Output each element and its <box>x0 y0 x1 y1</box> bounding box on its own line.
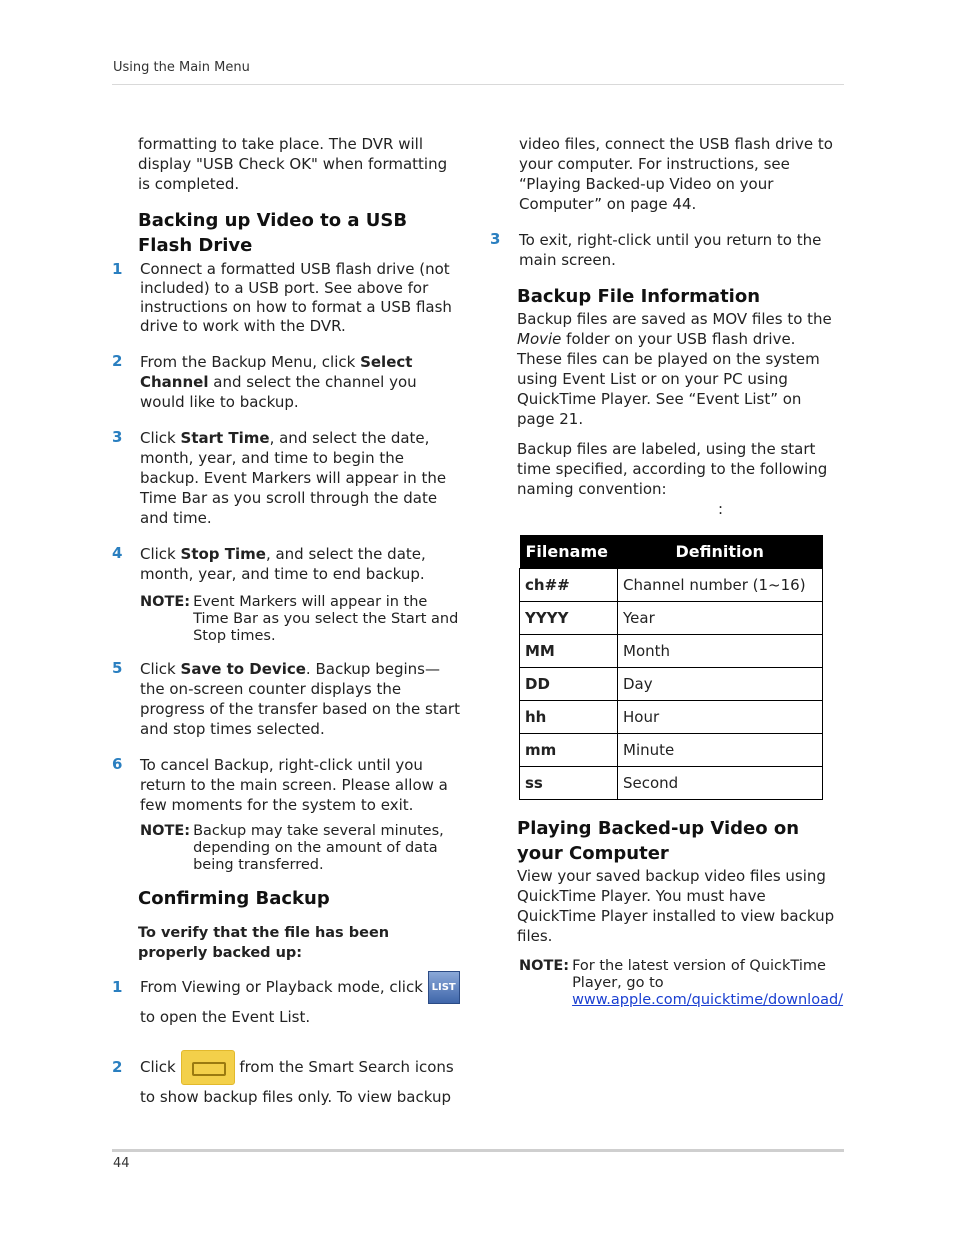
table-cell-filename: hh <box>520 701 618 734</box>
table-row <box>520 668 823 701</box>
table-cell-definition: Minute <box>618 734 823 767</box>
step-text: To exit, right-click until you return to the main screen. <box>519 231 822 269</box>
table-cell-filename: ch## <box>520 569 618 602</box>
step-number: 6 <box>112 755 123 773</box>
note-backup-time <box>112 823 462 874</box>
usb-backup-icon <box>181 1050 235 1085</box>
confirm-step-1 <box>112 971 462 1030</box>
step-number: 1 <box>112 260 123 278</box>
step-number: 5 <box>112 659 123 677</box>
step-text: Click Stop Time, and select the date, month, year, and time to end backup. <box>140 545 426 583</box>
table-row <box>520 701 823 734</box>
table-row <box>520 602 823 635</box>
backup-file-info-heading: Backup File Information <box>517 286 761 307</box>
step-number: 3 <box>112 428 123 446</box>
table-cell-definition: Month <box>618 635 823 668</box>
step-number: 2 <box>112 1058 123 1076</box>
step-number: 3 <box>490 230 501 248</box>
procedure-heading: To verify that the file has been properly backed up: <box>138 925 390 961</box>
backing-up-heading: Backing up Video to a USB Flash Drive <box>138 210 408 256</box>
backup-info-paragraph-1: Backup files are saved as MOV files to the Movie folder on your USB flash drive. These files can be played on the system using Event List or on your PC using QuickTime Player. See “Event List” on page 21. <box>517 310 832 428</box>
table-cell-definition: Second <box>618 767 823 800</box>
table-cell-filename: YYYY <box>520 602 618 635</box>
step-text: From Viewing or Playback mode, click LIST to open the Event List. <box>140 971 462 1030</box>
step-4 <box>112 544 462 584</box>
table-header-filename: Filename <box>520 535 618 569</box>
page-number: 44 <box>113 1156 130 1171</box>
step-text: To cancel Backup, right-click until you return to the main screen. Please allow a few moments for the system to exit. <box>140 756 448 814</box>
naming-convention-colon: : <box>718 500 724 518</box>
step-text: Click Save to Device. Backup begins—the on-screen counter displays the progress of the transfer based on the start and stop times selected. <box>140 660 460 738</box>
step-number: 1 <box>112 978 123 996</box>
playing-paragraph: View your saved backup video files using QuickTime Player. You must have QuickTime Player installed to view backup files. <box>517 867 835 945</box>
table-cell-definition: Channel number (1~16) <box>618 569 823 602</box>
step-6 <box>112 755 462 815</box>
note-label: NOTE: <box>140 594 191 610</box>
step-number: 2 <box>112 352 123 370</box>
table-cell-definition: Hour <box>618 701 823 734</box>
note-text: Backup may take several minutes, depending on the amount of data being transferred. <box>193 823 444 873</box>
note-quicktime <box>490 958 844 1009</box>
backup-info-paragraph-2: Backup files are labeled, using the start time specified, according to the following naming convention: <box>517 440 828 498</box>
table-cell-filename: MM <box>520 635 618 668</box>
running-header: Using the Main Menu <box>113 60 250 75</box>
step-5 <box>112 659 462 739</box>
header-rule <box>112 84 844 85</box>
footer-rule <box>112 1149 844 1152</box>
table-header-row <box>520 535 823 569</box>
table-header-definition: Definition <box>618 535 823 569</box>
table-row <box>520 767 823 800</box>
step-3-exit <box>490 230 835 270</box>
note-label: NOTE: <box>519 958 570 974</box>
list-icon: LIST <box>428 971 460 1004</box>
table-row <box>520 569 823 602</box>
note-text: Event Markers will appear in the Time Bar as you select the Start and Stop times. <box>193 594 459 644</box>
table-cell-filename: DD <box>520 668 618 701</box>
continued-paragraph: video files, connect the USB flash drive to your computer. For instructions, see “Playing Backed-up Video on your Computer” on page 44. <box>519 135 833 213</box>
table-cell-filename: mm <box>520 734 618 767</box>
filename-table <box>519 535 823 800</box>
table-row <box>520 635 823 668</box>
left-column <box>112 134 462 1110</box>
step-text: From the Backup Menu, click Select Channel and select the channel you would like to backup. <box>140 353 417 411</box>
confirming-backup-heading: Confirming Backup <box>138 888 330 909</box>
step-3 <box>112 428 462 528</box>
step-2 <box>112 352 462 412</box>
step-text: Click from the Smart Search icons to show backup files only. To view backup <box>140 1050 462 1110</box>
confirm-step-2 <box>112 1050 462 1110</box>
step-text: Click Start Time, and select the date, month, year, and time to begin the backup. Event Markers will appear in the Time Bar as you scroll through the date and time. <box>140 429 447 527</box>
table-cell-filename: ss <box>520 767 618 800</box>
table-row <box>520 734 823 767</box>
note-label: NOTE: <box>140 823 191 839</box>
table-cell-definition: Year <box>618 602 823 635</box>
step-text: Connect a formatted USB flash drive (not included) to a USB port. See above for instructions on how to format a USB flash drive to work with the DVR. <box>140 260 452 335</box>
step-number: 4 <box>112 544 123 562</box>
note-text: For the latest version of QuickTime Player, go to www.apple.com/quicktime/download/ <box>572 958 844 1008</box>
intro-paragraph: formatting to take place. The DVR will display "USB Check OK" when formatting is completed. <box>138 135 448 193</box>
note-event-markers <box>112 594 462 645</box>
table-cell-definition: Day <box>618 668 823 701</box>
playing-backed-up-heading: Playing Backed-up Video on your Computer <box>517 818 800 864</box>
quicktime-download-link[interactable]: www.apple.com/quicktime/download/ <box>572 992 844 1008</box>
right-column <box>490 134 844 1009</box>
step-1 <box>112 260 462 336</box>
